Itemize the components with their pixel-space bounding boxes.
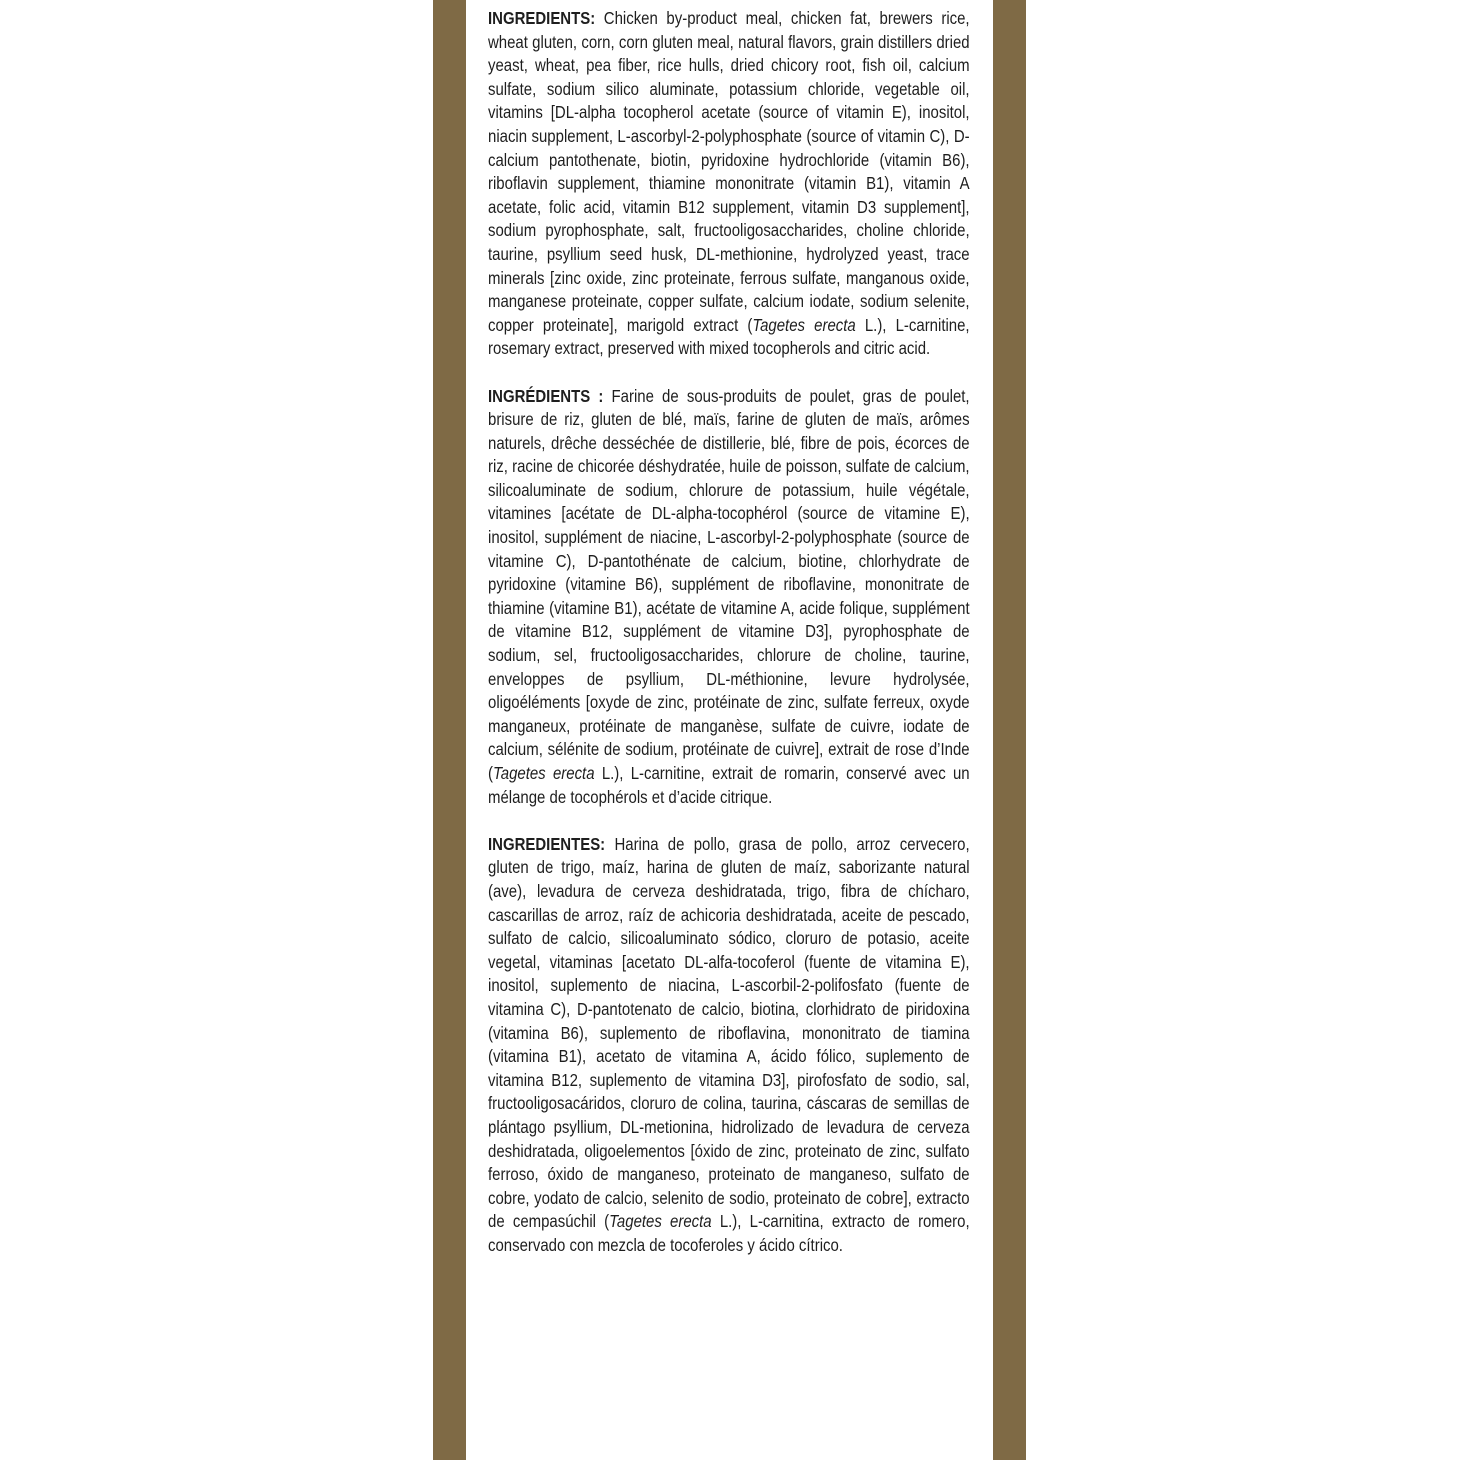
ingredients-spanish-scientific-name: Tagetes erecta [609, 1211, 712, 1232]
ingredients-spanish-heading: INGREDIENTES: [488, 833, 606, 854]
ingredients-french-text-part-1: Farine de sous-produits de poulet, gras de poulet, brisure de riz, gluten de blé, maïs, farine de gluten de maïs, arômes naturels, drêche desséchée de distillerie, blé, fibre de pois, écorces de riz, racine de chicorée déshydratée, huile de poisson, sulfate de calcium, silicoaluminate de sodium, chlorure de potassium, huile végétale, vitamines [acétate de DL-alpha-tocophérol (source de vitamine E), inositol, supplément de niacine, L-ascorbyl-2-polyphosphate (source de vitamine C), D-pantothénate de calcium, biotine, chlorhydrate de pyridoxine (vitamine B6), supplément de riboflavine, mononitrate de thiamine (vitamine B1), acétate de vitamine A, acide folique, supplément de vitamine B12, supplément de vitamine D3], pyrophosphate de sodium, sel, fructooligosaccharides, chlorure de choline, taurine, enveloppes de psyllium, DL-méthionine, levure hydrolysée, oligoéléments [oxyde de zinc, protéinate de zinc, sulfate ferreux, oxyde manganeux, protéinate de manganèse, sulfate de cuivre, iodate de calcium, sélénite de sodium, protéinate de cuivre], extrait de rose d’Inde ( [488, 385, 970, 783]
ingredients-french-scientific-name: Tagetes erecta [492, 763, 595, 783]
ingredients-english-heading: INGREDIENTS: [488, 8, 596, 28]
ingredients-french [488, 385, 970, 810]
ingredients-french-text-part-2: L.), L-carnitine, extrait de romarin, conservé avec un mélange de tocophérols et d’acide citrique. [488, 763, 970, 807]
ingredients-english [488, 7, 970, 361]
ingredients-english-scientific-name: Tagetes erecta [752, 314, 856, 335]
ingredients-spanish-text-part-2: L.), L-carnitina, extracto de romero, conservado con mezcla de tocoferoles y ácido cítrico. [488, 1211, 970, 1255]
ingredients-english-text-part-1: Chicken by-product meal, chicken fat, brewers rice, wheat gluten, corn, corn gluten meal, natural flavors, grain distillers dried yeast, wheat, pea fiber, rice hulls, dried chicory root, fish oil, calcium sulfate, sodium silico aluminate, potassium chloride, vegetable oil, vitamins [DL-alpha tocopherol acetate (source of vitamin E), inositol, niacin supplement, L-ascorbyl-2-polyphosphate (source of vitamin C), D-calcium pantothenate, biotin, pyridoxine hydrochloride (vitamin B6), riboflavin supplement, thiamine mononitrate (vitamin B1), vitamin A acetate, folic acid, vitamin B12 supplement, vitamin D3 supplement], sodium pyrophosphate, salt, fructooligosaccharides, choline chloride, taurine, psyllium seed husk, DL-methionine, hydrolyzed yeast, trace minerals [zinc oxide, zinc proteinate, ferrous sulfate, manganous oxide, manganese proteinate, copper sulfate, calcium iodate, sodium selenite, copper proteinate], marigold extract ( [488, 8, 970, 335]
right-border-band [993, 0, 1026, 1460]
ingredients-french-heading: INGRÉDIENTS : [488, 385, 604, 406]
ingredients-spanish [488, 833, 970, 1258]
ingredients-english-text-part-2: L.), L-carnitine, rosemary extract, preserved with mixed tocopherols and citric acid. [488, 314, 970, 359]
ingredients-spanish-text-part-1: Harina de pollo, grasa de pollo, arroz cervecero, gluten de trigo, maíz, harina de gluten de maíz, saborizante natural (ave), levadura de cerveza deshidratada, trigo, fibra de chícharo, cascarillas de arroz, raíz de achicoria deshidratada, aceite de pescado, sulfato de calcio, silicoaluminato sódico, cloruro de potasio, aceite vegetal, vitaminas [acetato DL-alfa-tocoferol (fuente de vitamina E), inositol, suplemento de niacina, L-ascorbil-2-polifosfato (fuente de vitamina C), D-pantotenato de calcio, biotina, clorhidrato de piridoxina (vitamina B6), suplemento de riboflavina, mononitrato de tiamina (vitamina B1), acetato de vitamina A, ácido fólico, suplemento de vitamina B12, suplemento de vitamina D3], pirofosfato de sodio, sal, fructooligosacáridos, cloruro de colina, taurina, cáscaras de semillas de plántago psyllium, DL-metionina, hidrolizado de levadura de cerveza deshidratada, oligoelementos [óxido de zinc, proteinato de zinc, sulfato ferroso, óxido de manganeso, proteinato de manganeso, sulfato de cobre, yodato de calcio, selenito de sodio, proteinato de cobre], extracto de cempasúchil ( [488, 833, 970, 1232]
left-border-band [433, 0, 466, 1460]
ingredients-column [488, 7, 970, 1281]
